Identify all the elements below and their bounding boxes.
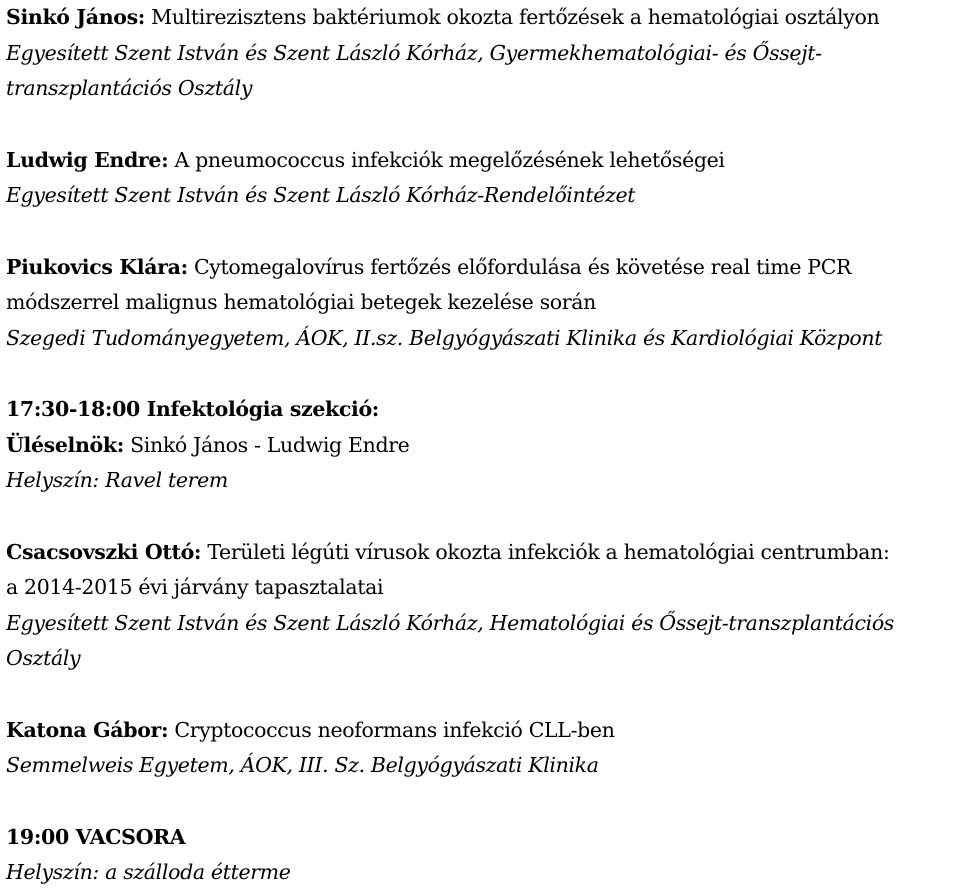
talk-title-line bbox=[6, 0, 956, 36]
talk-title: Cytomegalovírus fertőzés előfordulása és követése real time PCR bbox=[187, 254, 852, 279]
talk-title-continued: módszerrel malignus hematológiai betegek kezelése során bbox=[6, 290, 596, 314]
affiliation: Egyesített Szent István és Szent László Kórház, Hematológiai és Őssejt-transzplantációs bbox=[6, 610, 894, 635]
affiliation: Semmelweis Egyetem, ÁOK, III. Sz. Belgyógyászati Klinika bbox=[6, 753, 599, 777]
talk-title: Cryptococcus neoformans infekció CLL-ben bbox=[168, 717, 615, 742]
talk-title: Multirezisztens baktériumok okozta fertőzések a hematológiai osztályon bbox=[144, 5, 880, 29]
talk-title-line bbox=[6, 535, 956, 571]
speaker-name: Csacsovszki Ottó: bbox=[6, 539, 202, 564]
spacer bbox=[6, 499, 956, 535]
dinner-entry bbox=[6, 820, 956, 891]
spacer bbox=[6, 107, 956, 143]
affiliation: transzplantációs Osztály bbox=[6, 76, 253, 100]
talk-entry bbox=[6, 250, 956, 357]
talk-entry bbox=[6, 143, 956, 214]
affiliation: Szegedi Tudományegyetem, ÁOK, II.sz. Belgyógyászati Klinika és Kardiológiai Központ bbox=[6, 325, 883, 350]
spacer bbox=[6, 784, 956, 820]
session-venue: Helyszín: Ravel terem bbox=[6, 468, 228, 492]
spacer bbox=[6, 677, 956, 713]
session-header bbox=[6, 392, 956, 499]
speaker-name: Katona Gábor: bbox=[6, 717, 169, 742]
speaker-name: Ludwig Endre: bbox=[6, 147, 169, 172]
affiliation: Egyesített Szent István és Szent László Kórház, Gyermekhematológiai- és Őssejt- bbox=[6, 40, 822, 65]
dinner-heading: 19:00 VACSORA bbox=[6, 824, 186, 849]
talk-entry bbox=[6, 0, 956, 107]
talk-entry bbox=[6, 535, 956, 677]
program-page bbox=[6, 0, 956, 891]
spacer bbox=[6, 214, 956, 250]
chairs-label: Üléselnök: bbox=[6, 432, 124, 457]
talk-title-line bbox=[6, 143, 956, 179]
affiliation: Egyesített Szent István és Szent László Kórház-Rendelőintézet bbox=[6, 183, 636, 207]
affiliation: Osztály bbox=[6, 646, 81, 670]
talk-entry bbox=[6, 713, 956, 784]
spacer bbox=[6, 356, 956, 392]
chairs-value: Sinkó János - Ludwig Endre bbox=[123, 432, 410, 457]
talk-title-line bbox=[6, 713, 956, 749]
speaker-name: Piukovics Klára: bbox=[6, 254, 188, 279]
talk-title-line bbox=[6, 250, 956, 286]
session-chairs bbox=[6, 428, 956, 464]
talk-title-continued: a 2014-2015 évi járvány tapasztalatai bbox=[6, 575, 384, 599]
session-heading: 17:30-18:00 Infektológia szekció: bbox=[6, 397, 379, 421]
talk-title: Területi légúti vírusok okozta infekciók a hematológiai centrumban: bbox=[201, 539, 890, 564]
talk-title: A pneumococcus infekciók megelőzésének lehetőségei bbox=[168, 147, 725, 172]
dinner-venue: Helyszín: a szálloda étterme bbox=[6, 860, 291, 884]
speaker-name: Sinkó János: bbox=[6, 5, 145, 29]
